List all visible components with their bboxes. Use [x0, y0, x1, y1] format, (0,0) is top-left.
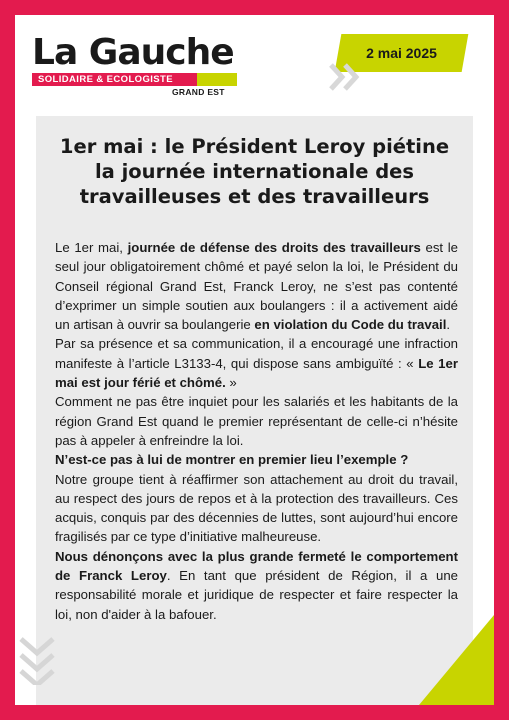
emphasis: journée de défense des droits des travailleurs — [127, 240, 421, 255]
document-page — [15, 15, 494, 705]
paragraph: Par sa présence et sa communication, il a encouragé une infraction manifeste à l’article L3133-4, qui dispose sans ambiguïté : « Le 1er mai est jour férié et chômé. » — [55, 336, 458, 391]
article-body — [55, 238, 458, 624]
paragraph-question: N’est-ce pas à lui de montrer en premier lieu l’exemple ? — [55, 452, 409, 468]
content-panel — [36, 116, 473, 705]
headline — [36, 134, 473, 209]
emphasis: Le 1er mai est jour férié et chômé. — [55, 355, 458, 391]
chevrons-right-icon — [327, 62, 367, 92]
emphasis: en violation du Code du travail — [254, 317, 447, 333]
logo-title: La Gauche — [32, 32, 234, 73]
paragraph: Nous dénonçons avec la plus grande fermeté le comportement de Franck Leroy. En tant que président de Région, il a une responsabilité morale et juridique de respecter et faire respecter la loi, non d'aider à la bafouer. — [55, 548, 459, 622]
paragraph: Comment ne pas être inquiet pour les salariés et les habitants de la région Grand Est quand le premier représentant de celle-ci n’hésite pas à appeler à enfreindre la loi. — [55, 394, 458, 448]
headline-line-2: la journée internationale des — [94, 160, 415, 183]
chevrons-down-icon — [17, 633, 57, 685]
party-logo — [32, 34, 262, 86]
logo-subtitle: SOLIDAIRE & ECOLOGISTE — [38, 74, 173, 85]
corner-triangle-decoration — [419, 615, 494, 705]
logo-region: GRAND EST — [172, 87, 225, 97]
logo-subtitle-bar — [32, 73, 237, 86]
paragraph: Notre groupe tient à réaffirmer son attachement au droit du travail, au respect des jours de repos et à la protection des travailleurs. Ces acquis, conquis par des décennies de luttes, sont aujourd’hui encore fragilisés par ce type d’initiative malheureuse. — [55, 471, 458, 545]
paragraph: Le 1er mai, journée de défense des droits des travailleurs est le seul jour obligatoirement chômé et payé selon la loi, le Président du Conseil régional Grand Est, Franck Leroy, ne s’est pas contenté d’exprimer un simple soutien aux boulangers : il a activement aidé un artisan à ouvrir sa boulangerie en violation du Code du travail. — [55, 240, 459, 333]
headline-line-3: travailleuses et des travailleurs — [79, 185, 430, 208]
emphasis: Nous dénonçons avec la plus grande fermeté le comportement de Franck Leroy — [55, 548, 458, 584]
date-text: 2 mai 2025 — [366, 45, 437, 61]
headline-line-1: 1er mai : le Président Leroy piétine — [59, 135, 450, 158]
